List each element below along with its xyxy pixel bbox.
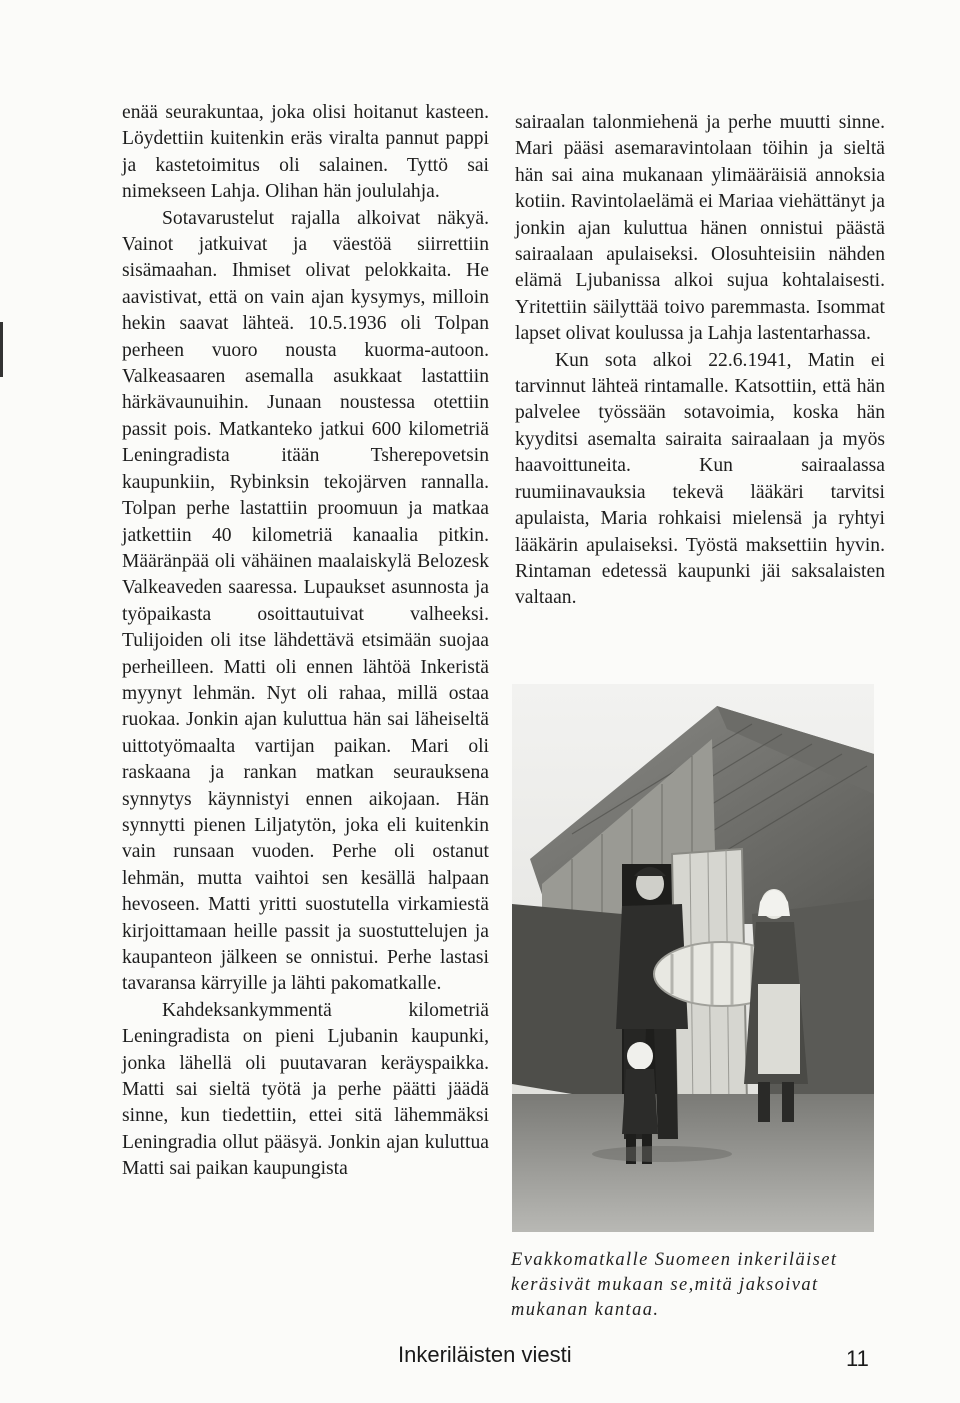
paragraph: Kahdeksankymmentä kilometriä Leningradista on pieni Ljubanin kaupunki, jonka lähellä oli puutavaran keräyspaikka. Matti sai sieltä työtä ja perhe päätti jäädä sinne, kun tiedettiin, ettei sitä lähemmäksi Leningradia ollut pääsyä. Jonkin ajan kuluttua Matti sai paikan kaupungista bbox=[122, 999, 489, 1180]
right-text-column bbox=[515, 110, 885, 612]
left-text-column bbox=[122, 100, 489, 1183]
paragraph: enää seurakuntaa, joka olisi hoitanut kasteen. Löydettiin kuitenkin eräs viralta pannut pappi ja kastetoimitus oli salainen. Tyttö sai nimekseen Lahja. Olihan hän joululahja. bbox=[122, 102, 489, 203]
paragraph: Sotavarustelut rajalla alkoivat näkyä. Vainot jatkuivat ja väestöä siirrettiin sisämaahan. Ihmiset olivat pelokkaita. He aavistivat, että on vain ajan kysymys, milloin hekin saavat lähteä. 10.5.1936 oli Tolpan perheen vuoro nousta kuorma-autoon. Valkeasaaren asemalla asukkaat lastattiin härkävaunuihin. Junaan noustessa otettiin passit pois. Matkanteko jatkui 600 kilometriä Leningradista itään Tsherepovetsin kaupunkiin, Rybinksin tekojärven rannalla. Tolpan perhe lastattiin proomuun ja matkaa jatkettiin 40 kilometriä kanaalia pitkin. Määränpää oli vähäinen maalaiskylä Belozesk Valkeaveden saaressa. Lupaukset asunnosta ja työpaikasta osoittautuivat valheeksi. Tulijoiden oli itse lähdettävä etsimään suojaa perheilleen. Matti oli ennen lähtöä Inkeristä myynyt lehmän. Nyt oli rahaa, millä ostaa ruokaa. Jonkin ajan kuluttua hän sai läheiseltä uittotyömaalta vartijan paikan. Mari oli raskaana ja rankan matkan seurauksena synnytys käynnistyi ennen aikojaan. Hän synnytti pienen Liljatytön, joka eli kuitenkin vain runsaan vuoden. Perhe oli ostanut lehmän, mutta vaihtoi sen kesällä halpaan hevoseen. Matti yritti suostutella virkamiestä kirjoittamaan heille passit ja suostuttelujen ja kaupanteon jälkeen se onnistui. Perhe lastasi tavaransa kärryille ja lähti pakomatkalle. bbox=[122, 207, 489, 995]
historical-photo bbox=[512, 684, 874, 1232]
scan-edge-mark bbox=[0, 322, 3, 377]
publication-title: Inkeriläisten viesti bbox=[398, 1342, 572, 1367]
page-number: 11 bbox=[846, 1346, 869, 1371]
paragraph: Kun sota alkoi 22.6.1941, Matin ei tarvinnut lähteä rintamalle. Katsottiin, että hän palvelee työssään sotavoimia, koska hän kyyditsi asemalta sairaita sairaalaan ja myös haavoittuneita. Kun sairaalassa ruumiinavauksia tekevä lääkäri tarvitsi apulaista, Maria rohkaisi mielensä ja ryhtyi lääkärin apulaiseksi. Työstä maksettiin hyvin. Rintaman edetessä kaupunki jäi saksalaisten valtaan. bbox=[515, 349, 885, 609]
photo-caption: Evakkomatkalle Suomeen inkeriläiset keräsivät mukaan se,mitä jaksoivat mukanan kantaa. bbox=[511, 1250, 838, 1320]
paragraph: sairaalan talonmiehenä ja perhe muutti sinne. Mari pääsi asemaravintolaan töihin ja sieltä hän sai aina mukanaan ylimääräisiä annoksia kotiin. Ravintolaelämä ei Mariaa viehättänyt ja jonkin ajan kuluttua hänen onnistui päästä sairaalaan apulaiseksi. Olosuhteisiin nähden elämä Ljubanissa alkoi sujua kohtalaisesti. Yritettiin säilyttää toivo paremmasta. Isommat lapset olivat koulussa ja Lahja lastentarhassa. bbox=[515, 112, 885, 345]
